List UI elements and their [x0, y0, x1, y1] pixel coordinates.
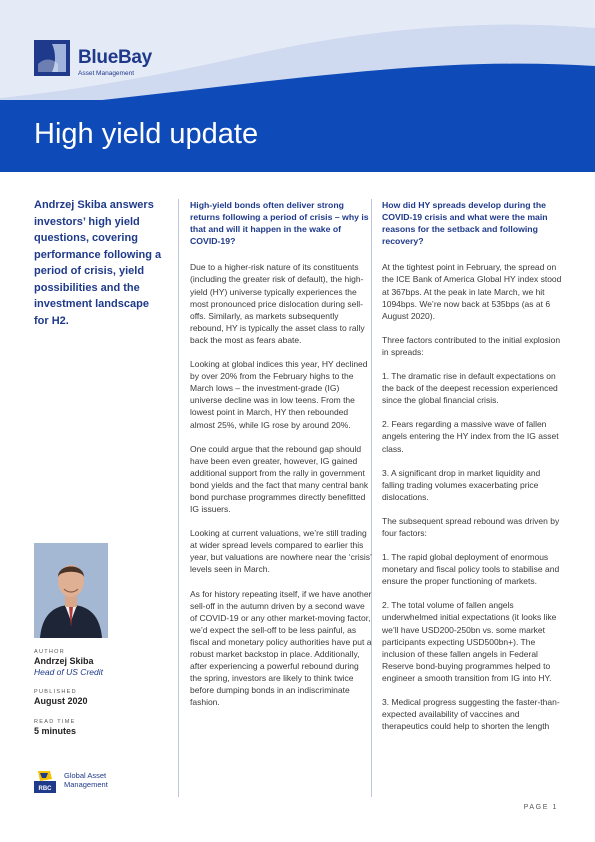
author-name: Andrzej Skiba	[34, 656, 94, 666]
rbc-logo	[34, 769, 108, 800]
article-column-2	[382, 199, 564, 744]
column-2-paragraph: 3. A significant drop in market liquidity and falling trading volumes exacerbating price dislocations.	[382, 467, 541, 502]
column-2-paragraph: 1. The dramatic rise in default expectations on the back of the deepest recession experienced since the global financial crisis.	[382, 371, 558, 406]
rbc-logo-text	[64, 771, 108, 789]
column-2-paragraph: At the tightest point in February, the spread on the ICE Bank of America Global HY index stood at 367bps. At the peak in late March, we hit 1094bps. We’re now back at 535bps (as at 6 August 2020).	[382, 262, 562, 321]
rbc-logo-line-1: Global Asset	[64, 771, 107, 780]
author-label: AUTHOR	[34, 649, 66, 655]
column-1-paragraph: Due to a higher-risk nature of its constituents (including the greater risk of default), the high-yield (HY) universe typically experiences the most pronounced price dislocation during sell-offs. Similarly, as markets subsequently rebound, HY is typically the asset class to rally back the most as fears abate.	[190, 262, 365, 345]
rbc-badge-text: RBC	[38, 786, 52, 792]
column-1-question: High-yield bonds often deliver strong returns following a period of crisis – why is that and will it happen in the wake of COVID-19?	[190, 200, 369, 247]
read-time-value: 5 minutes	[34, 726, 77, 736]
bluebay-logo-mark-icon	[34, 40, 70, 76]
column-2-question: How did HY spreads develop during the COVID-19 crisis and what were the main reasons for the setback and following recovery?	[382, 200, 548, 247]
author-portrait-image	[34, 543, 108, 638]
page-header	[0, 0, 595, 172]
column-1-paragraph: Looking at current valuations, we’re still trading at wider spread levels compared to earlier this year, but valuations are nowhere near the ‘crisis’ levels seen in March.	[190, 528, 372, 575]
page-title: High yield update	[34, 118, 259, 150]
brand-subtitle: Asset Management	[78, 70, 135, 77]
published-block	[34, 689, 174, 707]
column-1-paragraph: As for history repeating itself, if we have another sell-off in the autumn driven by a second wave of COVID-19 or any other market-moving factor, we’d expect the sell-off to be less painful, as fiscal and monetary policy authorities have put a robust market backstop in place. Additionally, after experiencing a powerful rebound during the spring, investors are likely to think twice before dumping bonds in an indiscriminate fashion.	[190, 588, 372, 708]
column-2-paragraph: Three factors contributed to the initial explosion in spreads:	[382, 334, 561, 357]
column-2-paragraph: 2. The total volume of fallen angels underwhelmed initial expectations (it looks like we’ll have USD200-250bn vs. some market participants expecting USD500bn+). The inclusion of these fallen angels in Federal Reserve bond-buying programmes helped to engineer a smooth transition from IG into HY.	[382, 600, 557, 683]
column-2-paragraph: 1. The rapid global deployment of enormous monetary and fiscal policy tools to stabilise and ensure the proper functioning of markets.	[382, 552, 560, 587]
article-column-1	[190, 199, 372, 720]
published-label: PUBLISHED	[34, 689, 77, 695]
rbc-logo-line-2: Management	[64, 780, 108, 789]
column-2-paragraph: 2. Fears regarding a massive wave of fallen angels entering the HY index from the IG asset class.	[382, 419, 559, 454]
column-2-paragraph: 3. Medical progress suggesting the faster-than-expected availability of vaccines and therapeutics could help to shorten the length	[382, 697, 560, 732]
rbc-lion-shield-icon	[34, 769, 60, 795]
published-date: August 2020	[34, 696, 88, 706]
lead-summary: Andrzej Skiba answers investors’ high yield questions, covering performance following a period of crisis, yield possibilities and the investment landscape for H2.	[34, 199, 162, 327]
read-time-block	[34, 719, 174, 737]
author-photo	[34, 543, 108, 638]
read-time-label: READ TIME	[34, 719, 76, 725]
page-number: PAGE 1	[523, 804, 558, 811]
column-1-paragraph: Looking at global indices this year, HY declined by over 20% from the February highs to the March lows – the investment-grade (IG) universe decline was in low teens. From the lowest point in March, HY then rebounded almost 25%, while IG rose by around 20%.	[190, 359, 368, 430]
brand-name: BlueBay	[78, 47, 152, 68]
author-block	[34, 649, 174, 678]
column-2-paragraph: The subsequent spread rebound was driven by four factors:	[382, 515, 560, 538]
column-divider-left	[178, 199, 179, 797]
author-role: Head of US Credit	[34, 667, 103, 677]
column-1-paragraph: One could argue that the rebound gap should have been even greater, however, IG gained additional support from the rally in government bond yields and the fact that many central bank bond purchase programmes directly benefitted IG issuers.	[190, 443, 369, 515]
